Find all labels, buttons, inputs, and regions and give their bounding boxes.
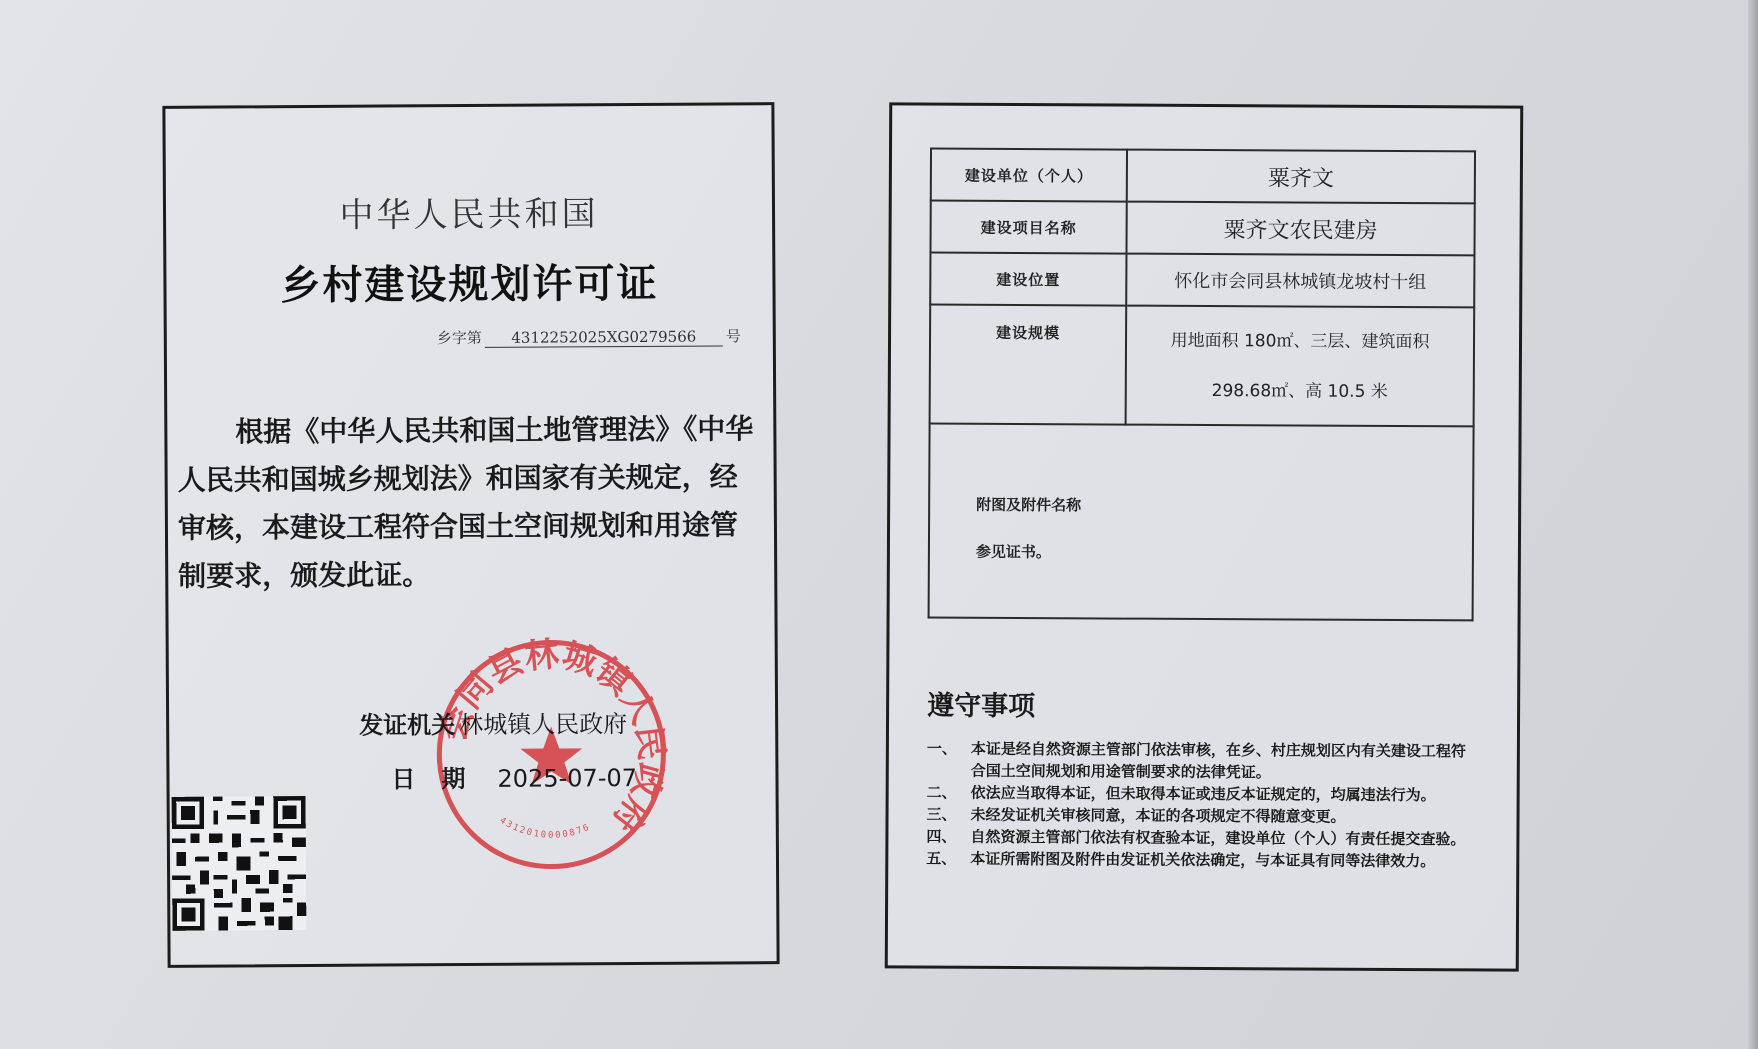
issuer-row: [359, 704, 627, 741]
item-number: 一、: [926, 739, 957, 758]
row-value: [1126, 306, 1475, 427]
certificate-number: 4312252025XG0279566: [485, 327, 723, 347]
seal-text: 会同县林城镇人民政府: [432, 634, 672, 841]
list-item: [926, 826, 1474, 851]
item-text: 未经发证机关审核同意，本证的各项规定不得随意变更。: [970, 805, 1346, 826]
table-row: [929, 424, 1474, 621]
item-text: 自然资源主管部门依法有权查验本证，建设单位（个人）有责任提交查验。: [970, 827, 1466, 849]
background-edge: [1748, 0, 1758, 1049]
list-item: [927, 782, 1475, 807]
official-seal: [431, 634, 672, 875]
row-value-line-1: 用地面积 180㎡、三层、建筑面积: [1170, 330, 1430, 352]
list-item: [926, 848, 1474, 873]
svg-text:4312010000876: [498, 815, 593, 841]
number-prefix: 乡字第: [436, 328, 482, 348]
list-item: [926, 804, 1474, 829]
number-suffix: 号: [725, 327, 741, 346]
seal-code: 4312010000876: [497, 815, 593, 841]
list-item: [927, 738, 1475, 785]
certificate-details-page: [885, 102, 1524, 971]
notice-title: 遵守事项: [927, 690, 1036, 723]
row-value: 粟齐文: [1127, 150, 1475, 204]
details-table: [928, 148, 1476, 622]
table-row: [930, 201, 1474, 256]
row-label: 建设位置: [930, 253, 1126, 306]
row-value-line-2: 298.68㎡、高 10.5 米: [1211, 380, 1388, 402]
country-name: 中华人民共和国: [339, 194, 599, 236]
certificate-number-line: [437, 325, 741, 348]
attachments-value: 参见证书。: [975, 542, 1051, 562]
row-label: 建设项目名称: [930, 201, 1126, 254]
qr-code-icon: [172, 796, 307, 931]
certificate-body-text: 根据《中华人民共和国土地管理法》《中华人民共和国城乡规划法》和国家有关规定，经审核，本建设工程符合国土空间规划和用途管制要求，颁发此证。: [177, 412, 754, 593]
item-number: 四、: [926, 827, 957, 846]
issuer-label: 发证机关: [359, 711, 456, 740]
row-label: 建设单位（个人）: [931, 149, 1127, 202]
row-value: 怀化市会同县林城镇龙坡村十组: [1126, 254, 1474, 308]
date-row: [391, 758, 637, 794]
table-row: [931, 149, 1475, 204]
table-row: [930, 305, 1475, 427]
attachments-cell: [929, 424, 1474, 621]
item-number: 二、: [926, 783, 957, 802]
date-label: 日期: [391, 764, 492, 794]
date-value: 2025-07-07: [497, 763, 638, 793]
certificate-front-page: [162, 102, 779, 968]
notice-list: [926, 738, 1475, 873]
issuer-value: 林城镇人民政府: [459, 710, 628, 740]
item-text: 本证是经自然资源主管部门依法审核，在乡、村庄规划区内有关建设工程符合国土空间规划和用途管制要求的法律凭证。: [970, 739, 1466, 782]
table-row: [930, 253, 1474, 308]
item-number: 三、: [926, 805, 957, 824]
item-text: 本证所需附图及附件由发证机关依法确定，与本证具有同等法律效力。: [970, 849, 1436, 871]
item-number: 五、: [926, 849, 957, 868]
certificate-title: 乡村建设规划许可证: [280, 260, 659, 310]
attachments-label: 附图及附件名称: [976, 495, 1082, 515]
row-label: 建设规模: [930, 305, 1127, 425]
row-value: 粟齐文农民建房: [1126, 202, 1474, 256]
item-text: 依法应当取得本证，但未取得本证或违反本证规定的，均属违法行为。: [970, 783, 1436, 805]
